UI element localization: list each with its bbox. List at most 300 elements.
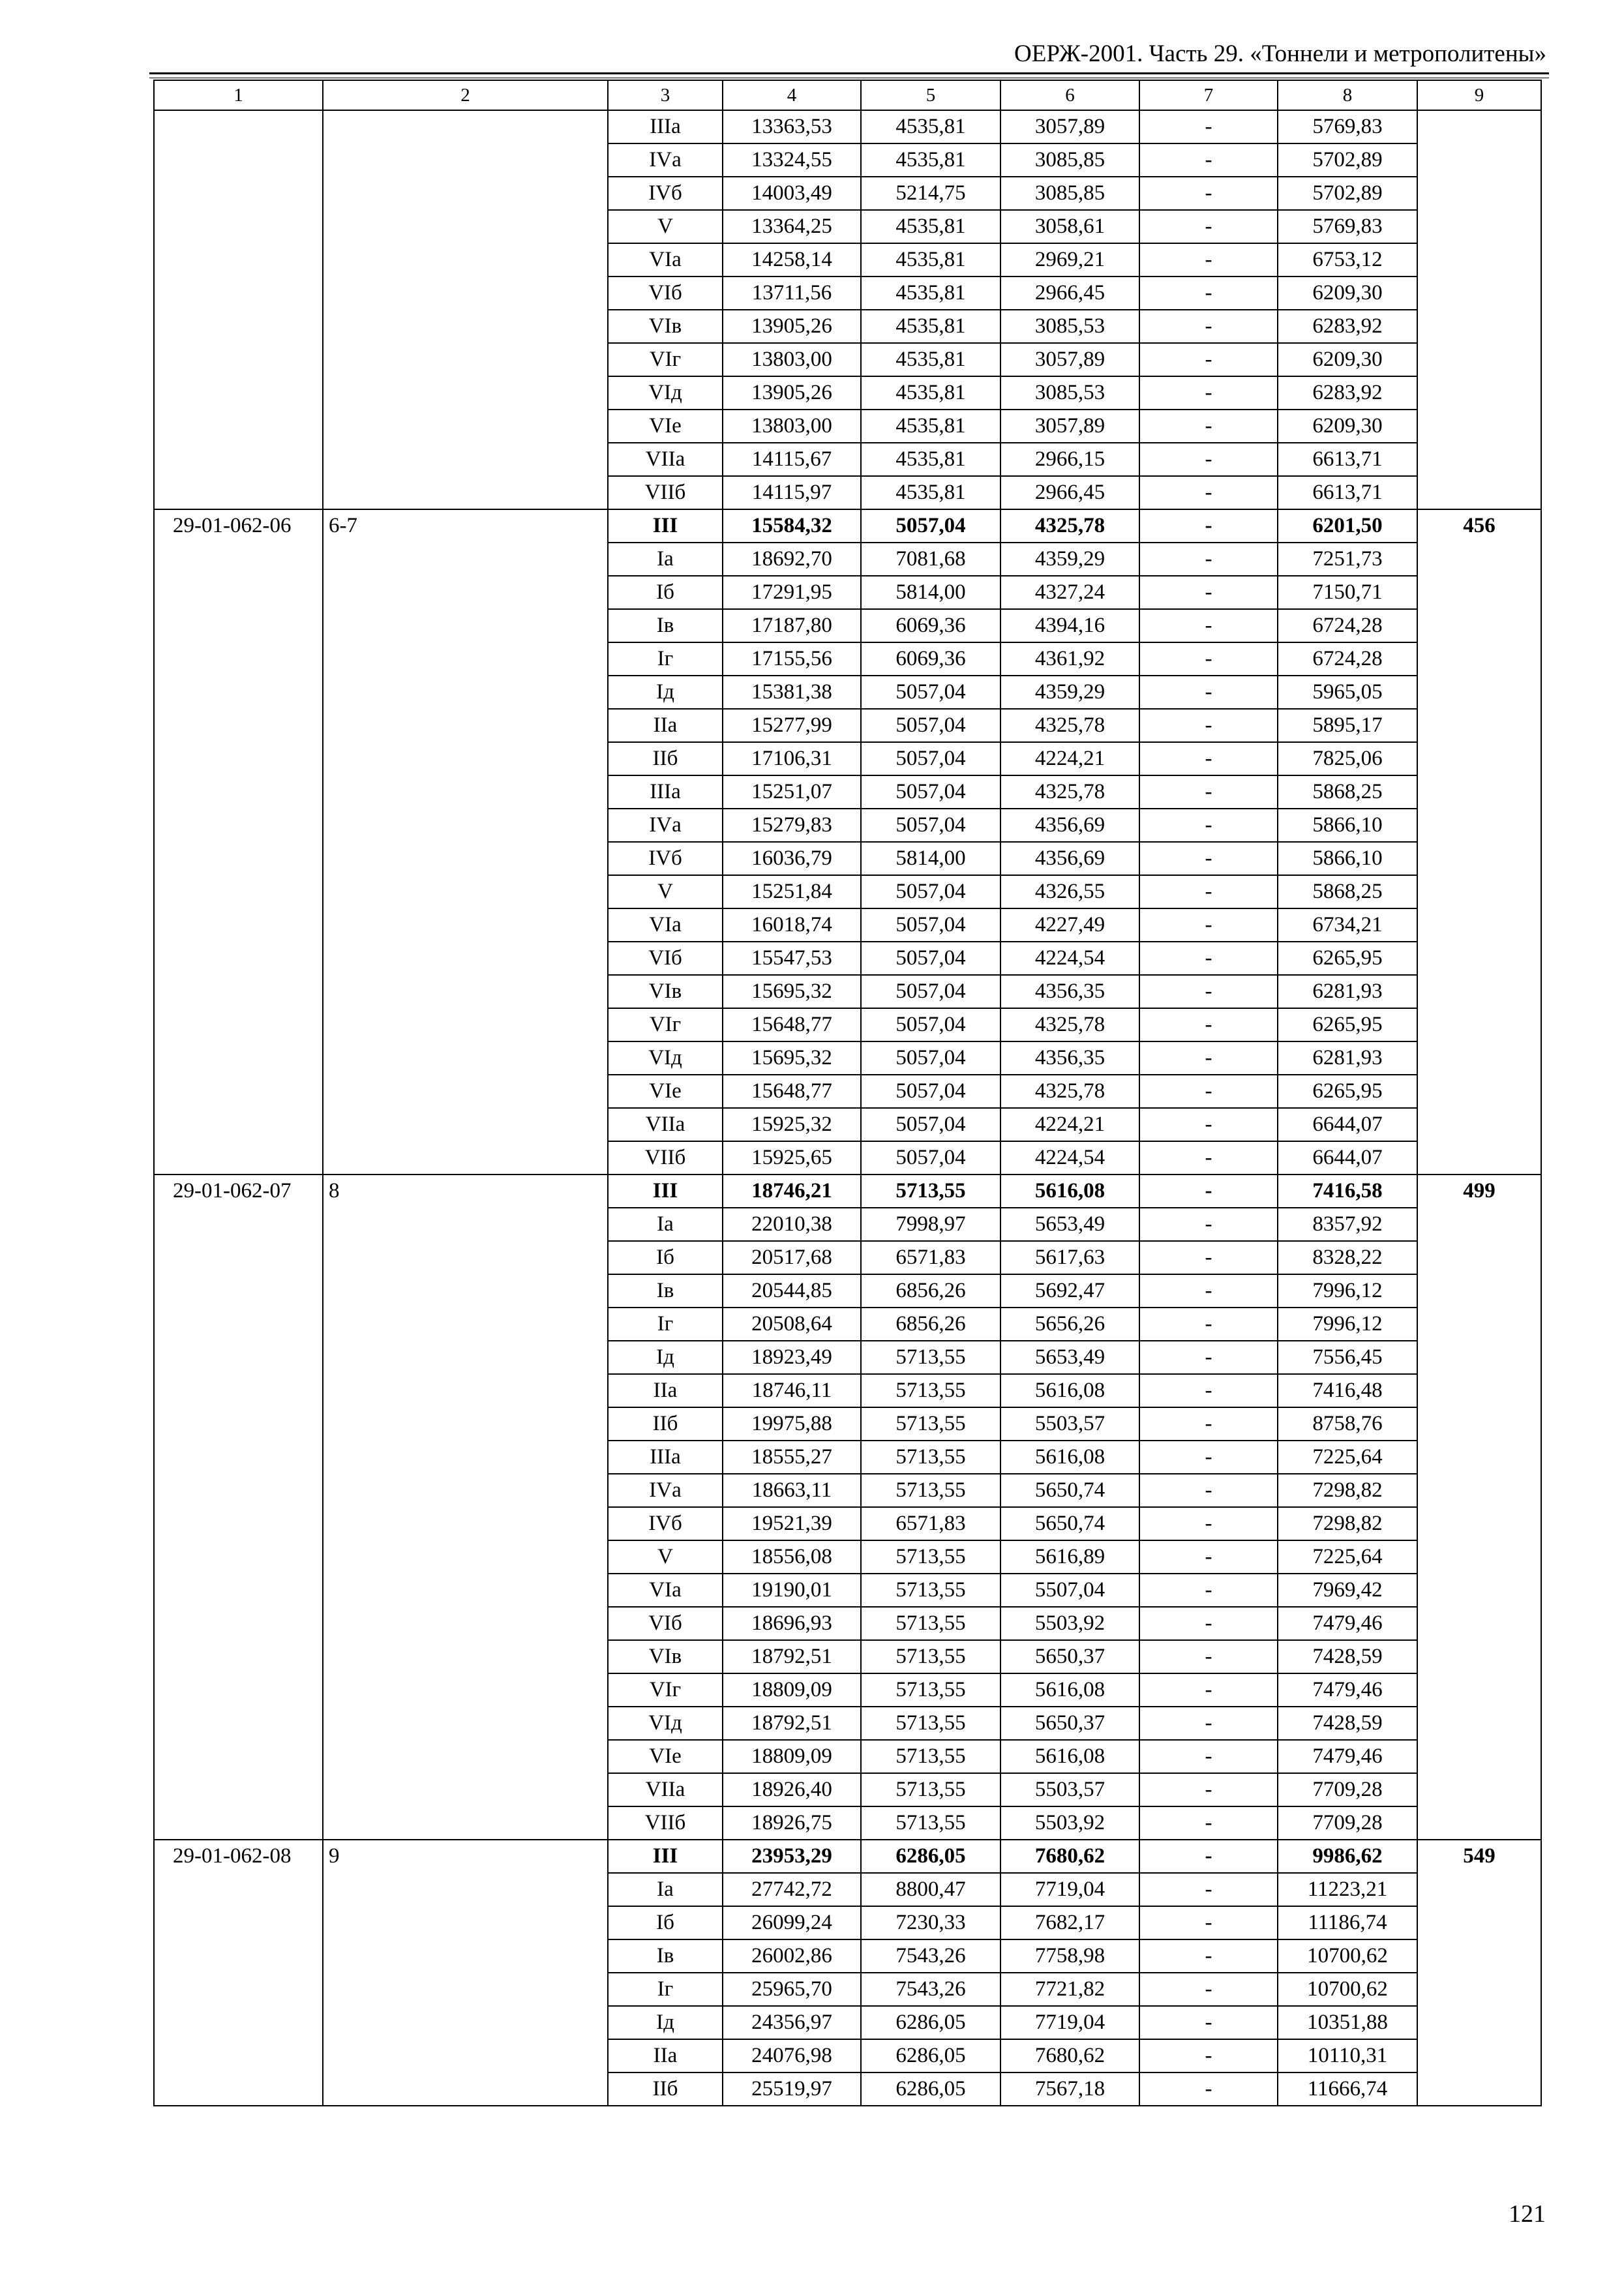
total-cost-cell: 15277,99: [723, 709, 861, 742]
page-header-title: ОЕРЖ-2001. Часть 29. «Тоннели и метрополитены»: [1014, 40, 1546, 67]
driver-cost-cell: -: [1139, 210, 1278, 243]
total-cost-cell: 18923,49: [723, 1341, 861, 1374]
machine-cost-cell: 7682,17: [1000, 1906, 1139, 1939]
materials-cost-cell: 6209,30: [1278, 410, 1417, 443]
machine-cost-cell: 5650,37: [1000, 1640, 1139, 1673]
labor-cost-cell: 8800,47: [861, 1873, 1000, 1906]
driver-cost-cell: -: [1139, 310, 1278, 343]
zone-cell: VIIб: [608, 476, 723, 509]
driver-cost-cell: -: [1139, 642, 1278, 676]
zone-cell: VIIа: [608, 1773, 723, 1806]
total-cost-cell: 18809,09: [723, 1673, 861, 1707]
driver-cost-cell: -: [1139, 1174, 1278, 1208]
total-cost-cell: 18746,11: [723, 1374, 861, 1407]
total-cost-cell: 17291,95: [723, 576, 861, 609]
machine-cost-cell: 5650,74: [1000, 1474, 1139, 1507]
labor-cost-cell: 5057,04: [861, 908, 1000, 942]
zone-cell: V: [608, 875, 723, 908]
zone-cell: IIа: [608, 2039, 723, 2072]
machine-cost-cell: 5503,57: [1000, 1407, 1139, 1441]
driver-cost-cell: -: [1139, 1108, 1278, 1141]
machine-cost-cell: 5656,26: [1000, 1308, 1139, 1341]
labor-cost-cell: 6069,36: [861, 609, 1000, 642]
zone-cell: VIIб: [608, 1141, 723, 1174]
labor-cost-cell: 5713,55: [861, 1806, 1000, 1840]
driver-cost-cell: -: [1139, 1607, 1278, 1640]
zone-cell: IIIа: [608, 1441, 723, 1474]
machine-cost-cell: 3057,89: [1000, 110, 1139, 143]
driver-cost-cell: -: [1139, 1374, 1278, 1407]
total-cost-cell: 17187,80: [723, 609, 861, 642]
header-rule-thick: [149, 72, 1549, 74]
total-cost-cell: 27742,72: [723, 1873, 861, 1906]
total-cost-cell: 15648,77: [723, 1008, 861, 1041]
zone-cell: VIе: [608, 1075, 723, 1108]
labor-hours-cell: [1417, 110, 1541, 509]
machine-cost-cell: 7721,82: [1000, 1973, 1139, 2006]
zone-cell: Iв: [608, 1939, 723, 1973]
machine-cost-cell: 5653,49: [1000, 1208, 1139, 1241]
materials-cost-cell: 9986,62: [1278, 1840, 1417, 1873]
labor-cost-cell: 7081,68: [861, 543, 1000, 576]
driver-cost-cell: -: [1139, 243, 1278, 277]
machine-cost-cell: 3058,61: [1000, 210, 1139, 243]
machine-cost-cell: 2969,21: [1000, 243, 1139, 277]
materials-cost-cell: 5868,25: [1278, 875, 1417, 908]
driver-cost-cell: -: [1139, 1308, 1278, 1341]
total-cost-cell: 13324,55: [723, 143, 861, 177]
machine-cost-cell: 3057,89: [1000, 343, 1139, 376]
zone-cell: VIв: [608, 1640, 723, 1673]
machine-cost-cell: 7719,04: [1000, 1873, 1139, 1906]
column-number: 2: [323, 80, 608, 110]
total-cost-cell: 13364,25: [723, 210, 861, 243]
materials-cost-cell: 11666,74: [1278, 2072, 1417, 2106]
column-number: 7: [1139, 80, 1278, 110]
table-row: [154, 509, 1541, 543]
zone-cell: Iб: [608, 1906, 723, 1939]
total-cost-cell: 15648,77: [723, 1075, 861, 1108]
materials-cost-cell: 7428,59: [1278, 1640, 1417, 1673]
materials-cost-cell: 10700,62: [1278, 1939, 1417, 1973]
price-table: [153, 80, 1542, 2106]
total-cost-cell: 15547,53: [723, 942, 861, 975]
machine-cost-cell: 4325,78: [1000, 775, 1139, 809]
zone-cell: IIб: [608, 2072, 723, 2106]
zone-cell: V: [608, 1540, 723, 1574]
machine-cost-cell: 4325,78: [1000, 509, 1139, 543]
materials-cost-cell: 10700,62: [1278, 1973, 1417, 2006]
machine-cost-cell: 5503,92: [1000, 1607, 1139, 1640]
materials-cost-cell: 6734,21: [1278, 908, 1417, 942]
machine-cost-cell: 3057,89: [1000, 410, 1139, 443]
materials-cost-cell: 7251,73: [1278, 543, 1417, 576]
total-cost-cell: 14115,97: [723, 476, 861, 509]
total-cost-cell: 19190,01: [723, 1574, 861, 1607]
total-cost-cell: 18792,51: [723, 1640, 861, 1673]
zone-cell: Iд: [608, 1341, 723, 1374]
driver-cost-cell: -: [1139, 809, 1278, 842]
driver-cost-cell: -: [1139, 1008, 1278, 1041]
labor-cost-cell: 5713,55: [861, 1540, 1000, 1574]
labor-cost-cell: 5057,04: [861, 1141, 1000, 1174]
driver-cost-cell: -: [1139, 1075, 1278, 1108]
labor-cost-cell: 5057,04: [861, 742, 1000, 775]
machine-cost-cell: 4356,69: [1000, 842, 1139, 875]
driver-cost-cell: -: [1139, 908, 1278, 942]
total-cost-cell: 13905,26: [723, 310, 861, 343]
total-cost-cell: 25965,70: [723, 1973, 861, 2006]
machine-cost-cell: 4327,24: [1000, 576, 1139, 609]
driver-cost-cell: -: [1139, 775, 1278, 809]
labor-cost-cell: 5713,55: [861, 1441, 1000, 1474]
machine-cost-cell: 7680,62: [1000, 2039, 1139, 2072]
labor-cost-cell: 4535,81: [861, 376, 1000, 410]
driver-cost-cell: -: [1139, 1806, 1278, 1840]
driver-cost-cell: -: [1139, 277, 1278, 310]
driver-cost-cell: -: [1139, 1973, 1278, 2006]
materials-cost-cell: 7825,06: [1278, 742, 1417, 775]
driver-cost-cell: -: [1139, 2006, 1278, 2039]
total-cost-cell: 17155,56: [723, 642, 861, 676]
driver-cost-cell: -: [1139, 1241, 1278, 1274]
labor-cost-cell: 5713,55: [861, 1374, 1000, 1407]
labor-cost-cell: 4535,81: [861, 343, 1000, 376]
page-number: 121: [1509, 2200, 1546, 2228]
total-cost-cell: 15584,32: [723, 509, 861, 543]
labor-cost-cell: 5057,04: [861, 709, 1000, 742]
materials-cost-cell: 7428,59: [1278, 1707, 1417, 1740]
driver-cost-cell: -: [1139, 1341, 1278, 1374]
materials-cost-cell: 7150,71: [1278, 576, 1417, 609]
driver-cost-cell: -: [1139, 110, 1278, 143]
driver-cost-cell: -: [1139, 1640, 1278, 1673]
total-cost-cell: 20544,85: [723, 1274, 861, 1308]
materials-cost-cell: 5769,83: [1278, 210, 1417, 243]
labor-cost-cell: 5057,04: [861, 1041, 1000, 1075]
labor-hours-cell: 499: [1417, 1174, 1541, 1840]
materials-cost-cell: 6724,28: [1278, 609, 1417, 642]
labor-cost-cell: 5057,04: [861, 875, 1000, 908]
machine-cost-cell: 5507,04: [1000, 1574, 1139, 1607]
total-cost-cell: 24356,97: [723, 2006, 861, 2039]
zone-cell: IIб: [608, 1407, 723, 1441]
machine-cost-cell: 2966,15: [1000, 443, 1139, 476]
labor-hours-cell: 456: [1417, 509, 1541, 1174]
item-code-cell: 29-01-062-08: [154, 1840, 323, 2106]
total-cost-cell: 13711,56: [723, 277, 861, 310]
labor-cost-cell: 5057,04: [861, 509, 1000, 543]
labor-cost-cell: 4535,81: [861, 476, 1000, 509]
zone-cell: VIа: [608, 243, 723, 277]
materials-cost-cell: 6209,30: [1278, 343, 1417, 376]
machine-cost-cell: 7680,62: [1000, 1840, 1139, 1873]
materials-cost-cell: 5769,83: [1278, 110, 1417, 143]
materials-cost-cell: 5965,05: [1278, 676, 1417, 709]
total-cost-cell: 19975,88: [723, 1407, 861, 1441]
machine-cost-cell: 4326,55: [1000, 875, 1139, 908]
total-cost-cell: 16018,74: [723, 908, 861, 942]
labor-cost-cell: 5057,04: [861, 775, 1000, 809]
materials-cost-cell: 7416,58: [1278, 1174, 1417, 1208]
labor-cost-cell: 5713,55: [861, 1407, 1000, 1441]
zone-cell: IVб: [608, 842, 723, 875]
labor-cost-cell: 5713,55: [861, 1640, 1000, 1673]
labor-cost-cell: 6286,05: [861, 2039, 1000, 2072]
total-cost-cell: 15695,32: [723, 975, 861, 1008]
table-body: [154, 80, 1541, 2106]
driver-cost-cell: -: [1139, 410, 1278, 443]
labor-cost-cell: 5713,55: [861, 1474, 1000, 1507]
machine-cost-cell: 4224,21: [1000, 1108, 1139, 1141]
total-cost-cell: 15279,83: [723, 809, 861, 842]
materials-cost-cell: 10110,31: [1278, 2039, 1417, 2072]
total-cost-cell: 26099,24: [723, 1906, 861, 1939]
total-cost-cell: 24076,98: [723, 2039, 861, 2072]
total-cost-cell: 18926,40: [723, 1773, 861, 1806]
driver-cost-cell: -: [1139, 1939, 1278, 1973]
driver-cost-cell: -: [1139, 975, 1278, 1008]
labor-cost-cell: 5713,55: [861, 1174, 1000, 1208]
labor-cost-cell: 5713,55: [861, 1673, 1000, 1707]
driver-cost-cell: -: [1139, 1906, 1278, 1939]
materials-cost-cell: 7298,82: [1278, 1474, 1417, 1507]
driver-cost-cell: -: [1139, 1873, 1278, 1906]
table-row: [154, 1174, 1541, 1208]
labor-cost-cell: 6571,83: [861, 1241, 1000, 1274]
total-cost-cell: 15251,07: [723, 775, 861, 809]
total-cost-cell: 13905,26: [723, 376, 861, 410]
machine-cost-cell: 3085,85: [1000, 177, 1139, 210]
column-number: 6: [1000, 80, 1139, 110]
machine-cost-cell: 4356,35: [1000, 975, 1139, 1008]
materials-cost-cell: 7225,64: [1278, 1441, 1417, 1474]
driver-cost-cell: -: [1139, 1041, 1278, 1075]
labor-cost-cell: 6286,05: [861, 2006, 1000, 2039]
materials-cost-cell: 6753,12: [1278, 243, 1417, 277]
materials-cost-cell: 8328,22: [1278, 1241, 1417, 1274]
labor-cost-cell: 5057,04: [861, 942, 1000, 975]
total-cost-cell: 17106,31: [723, 742, 861, 775]
materials-cost-cell: 7479,46: [1278, 1673, 1417, 1707]
total-cost-cell: 20508,64: [723, 1308, 861, 1341]
machine-cost-cell: 5650,37: [1000, 1707, 1139, 1740]
labor-cost-cell: 5713,55: [861, 1607, 1000, 1640]
item-code-cell: [154, 110, 323, 509]
column-number: 9: [1417, 80, 1541, 110]
zone-cell: Iб: [608, 1241, 723, 1274]
driver-cost-cell: -: [1139, 676, 1278, 709]
zone-cell: Iа: [608, 1208, 723, 1241]
labor-cost-cell: 5713,55: [861, 1773, 1000, 1806]
materials-cost-cell: 6201,50: [1278, 509, 1417, 543]
machine-cost-cell: 4356,69: [1000, 809, 1139, 842]
materials-cost-cell: 7298,82: [1278, 1507, 1417, 1540]
materials-cost-cell: 5868,25: [1278, 775, 1417, 809]
item-code-cell: 29-01-062-07: [154, 1174, 323, 1840]
column-number: 1: [154, 80, 323, 110]
driver-cost-cell: -: [1139, 875, 1278, 908]
driver-cost-cell: -: [1139, 1773, 1278, 1806]
materials-cost-cell: 8758,76: [1278, 1407, 1417, 1441]
machine-cost-cell: 5503,92: [1000, 1806, 1139, 1840]
driver-cost-cell: -: [1139, 1574, 1278, 1607]
materials-cost-cell: 6724,28: [1278, 642, 1417, 676]
zone-cell: VIб: [608, 1607, 723, 1640]
driver-cost-cell: -: [1139, 742, 1278, 775]
machine-cost-cell: 4325,78: [1000, 709, 1139, 742]
total-cost-cell: 18792,51: [723, 1707, 861, 1740]
total-cost-cell: 18556,08: [723, 1540, 861, 1574]
machine-cost-cell: 2966,45: [1000, 277, 1139, 310]
machine-cost-cell: 4361,92: [1000, 642, 1139, 676]
zone-cell: VIб: [608, 277, 723, 310]
labor-hours-cell: 549: [1417, 1840, 1541, 2106]
driver-cost-cell: -: [1139, 143, 1278, 177]
zone-cell: Iв: [608, 609, 723, 642]
machine-cost-cell: 5692,47: [1000, 1274, 1139, 1308]
item-parameter-cell: 9: [323, 1840, 608, 2106]
driver-cost-cell: -: [1139, 1407, 1278, 1441]
zone-cell: IVа: [608, 809, 723, 842]
machine-cost-cell: 4227,49: [1000, 908, 1139, 942]
materials-cost-cell: 7969,42: [1278, 1574, 1417, 1607]
labor-cost-cell: 5057,04: [861, 975, 1000, 1008]
zone-cell: IVб: [608, 1507, 723, 1540]
materials-cost-cell: 6265,95: [1278, 942, 1417, 975]
labor-cost-cell: 6856,26: [861, 1274, 1000, 1308]
zone-cell: III: [608, 1840, 723, 1873]
zone-cell: VIг: [608, 343, 723, 376]
machine-cost-cell: 4224,54: [1000, 1141, 1139, 1174]
labor-cost-cell: 4535,81: [861, 143, 1000, 177]
materials-cost-cell: 6283,92: [1278, 310, 1417, 343]
zone-cell: III: [608, 509, 723, 543]
labor-cost-cell: 4535,81: [861, 310, 1000, 343]
table-row: [154, 1840, 1541, 1873]
total-cost-cell: 14003,49: [723, 177, 861, 210]
zone-cell: VIв: [608, 310, 723, 343]
labor-cost-cell: 5713,55: [861, 1740, 1000, 1773]
total-cost-cell: 18746,21: [723, 1174, 861, 1208]
item-parameter-cell: [323, 110, 608, 509]
materials-cost-cell: 6281,93: [1278, 1041, 1417, 1075]
zone-cell: VIе: [608, 1740, 723, 1773]
total-cost-cell: 18692,70: [723, 543, 861, 576]
driver-cost-cell: -: [1139, 1441, 1278, 1474]
driver-cost-cell: -: [1139, 343, 1278, 376]
total-cost-cell: 15381,38: [723, 676, 861, 709]
zone-cell: IVа: [608, 1474, 723, 1507]
labor-cost-cell: 4535,81: [861, 443, 1000, 476]
machine-cost-cell: 4356,35: [1000, 1041, 1139, 1075]
materials-cost-cell: 6283,92: [1278, 376, 1417, 410]
machine-cost-cell: 5650,74: [1000, 1507, 1139, 1540]
zone-cell: VIа: [608, 908, 723, 942]
zone-cell: Iд: [608, 676, 723, 709]
driver-cost-cell: -: [1139, 576, 1278, 609]
total-cost-cell: 13363,53: [723, 110, 861, 143]
zone-cell: VIа: [608, 1574, 723, 1607]
machine-cost-cell: 3085,85: [1000, 143, 1139, 177]
driver-cost-cell: -: [1139, 1141, 1278, 1174]
total-cost-cell: 22010,38: [723, 1208, 861, 1241]
zone-cell: VIIб: [608, 1806, 723, 1840]
labor-cost-cell: 5057,04: [861, 1075, 1000, 1108]
zone-cell: Iд: [608, 2006, 723, 2039]
materials-cost-cell: 6644,07: [1278, 1108, 1417, 1141]
materials-cost-cell: 10351,88: [1278, 2006, 1417, 2039]
zone-cell: V: [608, 210, 723, 243]
total-cost-cell: 18926,75: [723, 1806, 861, 1840]
total-cost-cell: 13803,00: [723, 343, 861, 376]
zone-cell: Iа: [608, 1873, 723, 1906]
zone-cell: VIIа: [608, 1108, 723, 1141]
table-row: [154, 110, 1541, 143]
zone-cell: IIб: [608, 742, 723, 775]
labor-cost-cell: 4535,81: [861, 410, 1000, 443]
materials-cost-cell: 6644,07: [1278, 1141, 1417, 1174]
machine-cost-cell: 3085,53: [1000, 310, 1139, 343]
labor-cost-cell: 7543,26: [861, 1939, 1000, 1973]
zone-cell: Iг: [608, 642, 723, 676]
zone-cell: IIа: [608, 1374, 723, 1407]
total-cost-cell: 25519,97: [723, 2072, 861, 2106]
driver-cost-cell: -: [1139, 709, 1278, 742]
driver-cost-cell: -: [1139, 1740, 1278, 1773]
total-cost-cell: 13803,00: [723, 410, 861, 443]
materials-cost-cell: 5702,89: [1278, 177, 1417, 210]
total-cost-cell: 18809,09: [723, 1740, 861, 1773]
labor-cost-cell: 5713,55: [861, 1341, 1000, 1374]
total-cost-cell: 23953,29: [723, 1840, 861, 1873]
materials-cost-cell: 6281,93: [1278, 975, 1417, 1008]
driver-cost-cell: -: [1139, 177, 1278, 210]
machine-cost-cell: 5653,49: [1000, 1341, 1139, 1374]
materials-cost-cell: 11223,21: [1278, 1873, 1417, 1906]
labor-cost-cell: 4535,81: [861, 210, 1000, 243]
driver-cost-cell: -: [1139, 376, 1278, 410]
labor-cost-cell: 6286,05: [861, 1840, 1000, 1873]
machine-cost-cell: 4359,29: [1000, 543, 1139, 576]
labor-cost-cell: 5713,55: [861, 1574, 1000, 1607]
labor-cost-cell: 4535,81: [861, 110, 1000, 143]
materials-cost-cell: 7225,64: [1278, 1540, 1417, 1574]
zone-cell: IVа: [608, 143, 723, 177]
driver-cost-cell: -: [1139, 476, 1278, 509]
total-cost-cell: 16036,79: [723, 842, 861, 875]
driver-cost-cell: -: [1139, 1673, 1278, 1707]
column-number: 5: [861, 80, 1000, 110]
materials-cost-cell: 5866,10: [1278, 842, 1417, 875]
driver-cost-cell: -: [1139, 609, 1278, 642]
column-number: 8: [1278, 80, 1417, 110]
zone-cell: VIIа: [608, 443, 723, 476]
driver-cost-cell: -: [1139, 842, 1278, 875]
total-cost-cell: 26002,86: [723, 1939, 861, 1973]
materials-cost-cell: 7556,45: [1278, 1341, 1417, 1374]
column-number-row: [154, 80, 1541, 110]
materials-cost-cell: 7479,46: [1278, 1607, 1417, 1640]
labor-cost-cell: 5713,55: [861, 1707, 1000, 1740]
labor-cost-cell: 6856,26: [861, 1308, 1000, 1341]
driver-cost-cell: -: [1139, 2039, 1278, 2072]
labor-cost-cell: 5057,04: [861, 676, 1000, 709]
machine-cost-cell: 4224,21: [1000, 742, 1139, 775]
column-number: 3: [608, 80, 723, 110]
machine-cost-cell: 5616,08: [1000, 1441, 1139, 1474]
materials-cost-cell: 6209,30: [1278, 277, 1417, 310]
